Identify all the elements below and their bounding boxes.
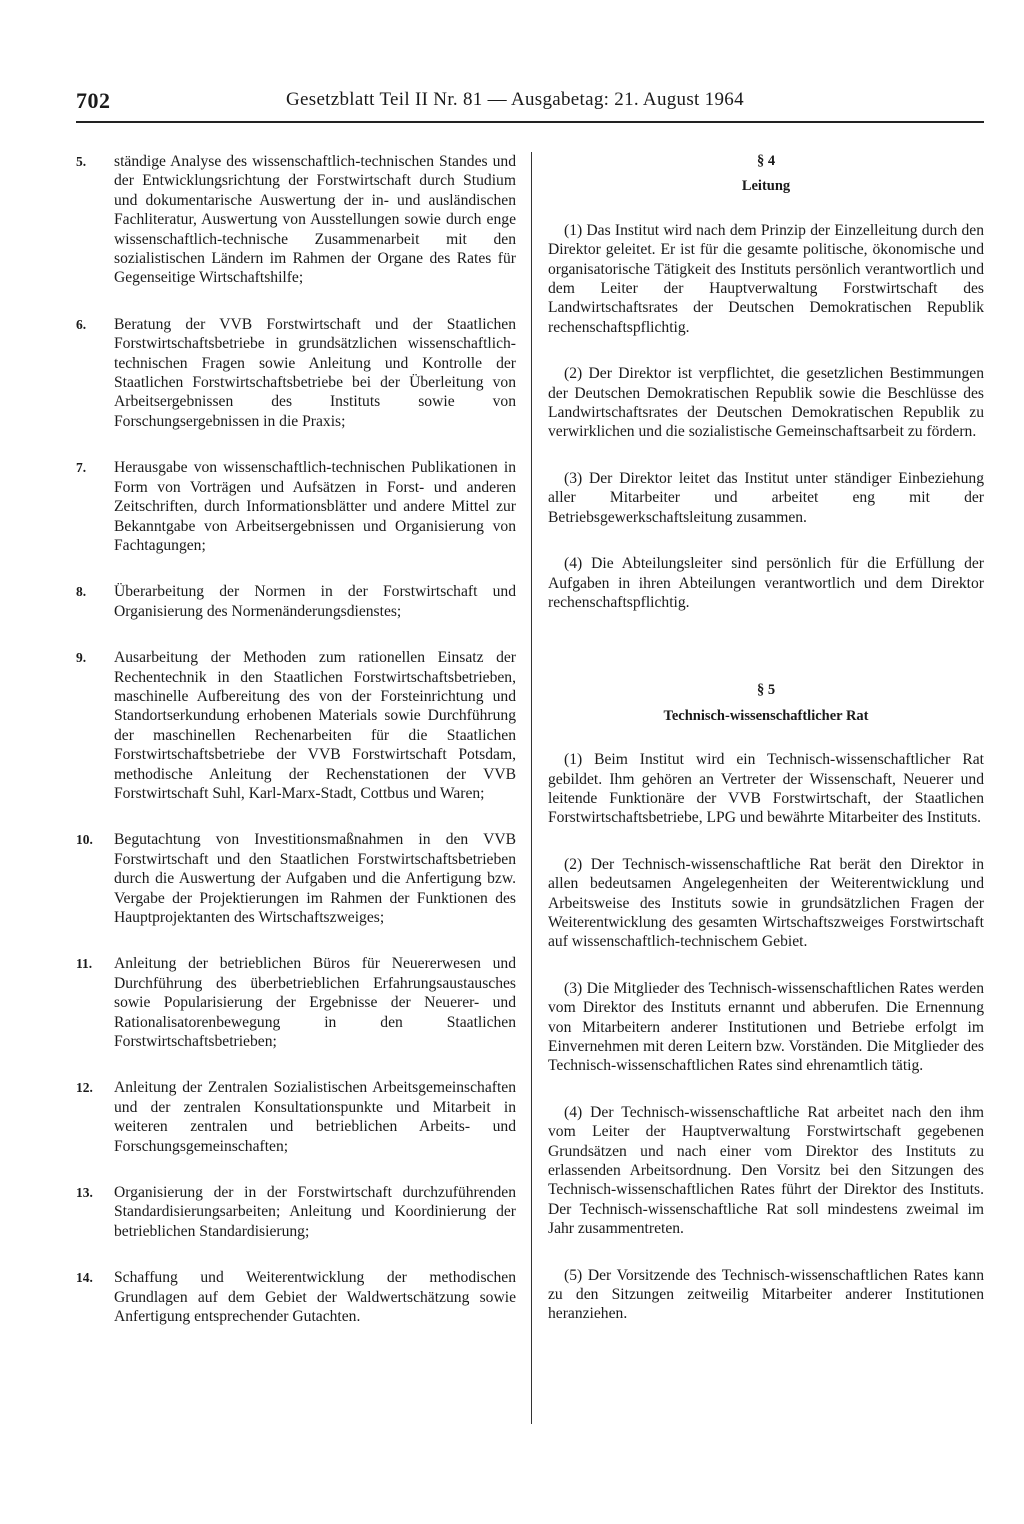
list-item-number: 7. [76,460,87,476]
section-5-paragraph: (5) Der Vorsitzende des Technisch-wissenschaftlichen Rates kann zu den Sitzungen zeitweilig Mitarbeiter anderer Institutionen heranziehen. [548,1266,984,1323]
section-5-paragraph: (1) Beim Institut wird ein Technisch-wissenschaftlicher Rat gebildet. Ihm gehören an Vertreter der Wissenschaft, Neuerer und leitende Funktionäre der VVB Forstwirtschaft, der Staatlichen Forstwirtschaftsbetriebe, LPG und bewährte Mitarbeiter des Instituts. [548,751,984,827]
list-item-number: 10. [76,832,93,848]
list-item-number: 12. [76,1080,93,1096]
page-header [76,88,984,120]
list-item-number: 5. [76,154,87,169]
list-item [76,1183,516,1241]
column-divider [531,152,532,1424]
section-4-paragraph: (2) Der Direktor ist verpflichtet, die gesetzlichen Bestimmungen der Deutschen Demokratischen Republik sowie die Beschlüsse des Landwirtschaftsrates der Deutschen Demokratischen Republik zu verwirklichen und die sozialistische Gemeinschaftsarbeit zu fördern. [548,365,984,441]
section-4-number: § 4 [756,153,776,169]
list-item-number: 9. [76,650,87,666]
list-item-text: ständige Analyse des wissenschaftlich-technischen Standes und der Entwicklungsrichtung der Forstwirtschaft durch Studium und dokumentarische Auswertung der in- und ausländischen Fachliteratur, Auswertung von Ausstellungen sowie durch enge wissenschaftlich-technische Zusammenarbeit mit den sozialistischen Ländern im Rahmen der Organe des Rates für Gegenseitige Wirtschaftshilfe; [114,153,516,287]
page-number: 702 [76,88,111,113]
list-item-number: 11. [76,956,93,972]
list-item [76,1078,516,1156]
list-item-text: Organisierung der in der Forstwirtschaft durchzuführenden Standardisierungsarbeiten; Anleitung und Koordinierung der betrieblichen Standardisierung; [114,1184,516,1240]
list-item [76,954,516,1051]
list-item-number: 14. [76,1270,93,1286]
list-item-text: Ausarbeitung der Methoden zum rationellen Einsatz der Rechentechnik in den Staatlichen Forstwirtschaftsbetrieben, maschinelle Aufbereitung des von der Forsteinrichtung und Standortserkundung erhobenen Materials sowie Durchführung der maschinellen Rechenarbeiten für die Staatlichen Forstwirtschaftsbetriebe der VVB Forstwirtschaft Potsdam, methodische Anleitung der Rechenstationen der VVB Forstwirtschaft Suhl, Karl-Marx-Stadt, Cottbus und Waren; [114,649,516,802]
list-item [76,152,516,288]
section-5-paragraph: (3) Die Mitglieder des Technisch-wissenschaftlichen Rates werden vom Direktor des Instituts ernannt und abberufen. Die Ernennung von Mitarbeitern anderer Institutionen und Betriebe erfolgt im Einvernehmen mit deren Leitern bzw. Vorständen. Die Mitglieder des Technisch-wissenschaftlichen Rates sind ehrenamtlich tätig. [548,979,984,1075]
list-item [76,315,516,431]
right-column [548,152,984,1351]
list-item-number: 6. [76,316,87,332]
section-4-paragraph: (4) Die Abteilungsleiter sind persönlich für die Erfüllung der Aufgaben in ihren Abteilungen verantwortlich und dem Direktor rechenschaftspflichtig. [548,555,984,611]
list-item-text: Begutachtung von Investitionsmaßnahmen in den VVB Forstwirtschaft und den Staatlichen Forstwirtschaftsbetrieben durch die Auswertung der Aufgaben und die Anfertigung bzw. Vergabe der Projektierungen im Rahmen der Funktionen des Hauptprojektanten des Wirtschaftszweiges; [114,831,516,926]
section-5-title: Technisch-wissenschaftlicher Rat [663,707,869,724]
list-item-text: Schaffung und Weiterentwicklung der methodischen Grundlagen auf dem Gebiet der Waldwertschätzung sowie Anfertigung entsprechender Gutachten. [114,1269,516,1326]
section-spacer [548,639,984,681]
list-item [76,458,516,555]
list-item-text: Anleitung der betrieblichen Büros für Neuererwesen und Durchführung des überbetrieblichen Erfahrungsaustausches sowie Popularisierung der Ergebnisse der Neuerer- und Rationalisatorenbewegung in den Staatlichen Forstwirtschaftsbetrieben; [114,955,516,1051]
list-item [76,582,516,621]
section-4-paragraph: (1) Das Institut wird nach dem Prinzip der Einzelleitung durch den Direktor geleitet. Er ist für die gesamte politische, ökonomische und organisatorische Tätigkeit des Instituts persönlich verantwortlich und dem Leiter der Hauptverwaltung Forstwirtschaft des Landwirtschaftsrates der Deutschen Demokratischen Republik rechenschaftspflichtig. [548,221,984,336]
list-item [76,830,516,927]
section-4-title: Leitung [741,178,791,195]
list-item [76,648,516,803]
section-5-number: § 5 [756,682,776,699]
list-item-number: 8. [76,584,87,600]
running-head: Gesetzblatt Teil II Nr. 81 — Ausgabetag: 21. August 1964 [286,89,744,110]
left-column [76,152,516,1354]
list-item-text: Beratung der VVB Forstwirtschaft und der Staatlichen Forstwirtschaftsbetriebe in grundsätzlichen wissenschaftlich-technischen Fragen sowie Anleitung und Kontrolle der Staatlichen Forstwirtschaftsbetriebe bei der Überleitung von Arbeitsergebnissen des Instituts sowie von Forschungsergebnissen in die Praxis; [114,315,516,430]
list-item-number: 13. [76,1185,93,1201]
list-item-text: Herausgabe von wissenschaftlich-technischen Publikationen in Form von Vorträgen und Aufsätzen in Forst- und anderen Zeitschriften, durch Informationsblätter und andere Mittel zur Bekanntgabe von Arbeitsergebnissen und Organisierung von Fachtagungen; [114,459,516,554]
list-item [76,1268,516,1326]
section-5-paragraph: (4) Der Technisch-wissenschaftliche Rat arbeitet nach den ihm vom Leiter der Hauptverwaltung Forstwirtschaft gegebenen Grundsätzen und nach einer vom Direktor des Instituts zu erlassenden Arbeitsordnung. Den Vorsitz bei den Sitzungen des Technisch-wissenschaftlichen Rates führt der Direktor des Instituts. Der Technisch-wissenschaftliche Rat soll mindestens zweimal im Jahr zusammentreten. [548,1103,984,1238]
list-item-text: Anleitung der Zentralen Sozialistischen Arbeitsgemeinschaften und der zentralen Konsultationspunkte und Mitarbeit in weiteren zentralen und betrieblichen Arbeits- und Forschungsgemeinschaften; [114,1079,516,1155]
list-item-text: Überarbeitung der Normen in der Forstwirtschaft und Organisierung des Normenänderungsdienstes; [114,583,516,620]
section-4-paragraph: (3) Der Direktor leitet das Institut unter ständiger Einbeziehung aller Mitarbeiter und arbeitet eng mit der Betriebsgewerkschaftsleitung zusammen. [548,469,984,526]
header-rule [76,121,984,123]
section-5-paragraph: (2) Der Technisch-wissenschaftliche Rat berät den Direktor in allen bedeutsamen Angelegenheiten der Weiterentwicklung und Arbeitsweise des Instituts sowie in grundsätzlichen Fragen der Weiterentwicklung des gesamten Wirtschaftszweiges Forstwirtschaft auf wissenschaftlich-technischem Gebiet. [548,855,984,951]
